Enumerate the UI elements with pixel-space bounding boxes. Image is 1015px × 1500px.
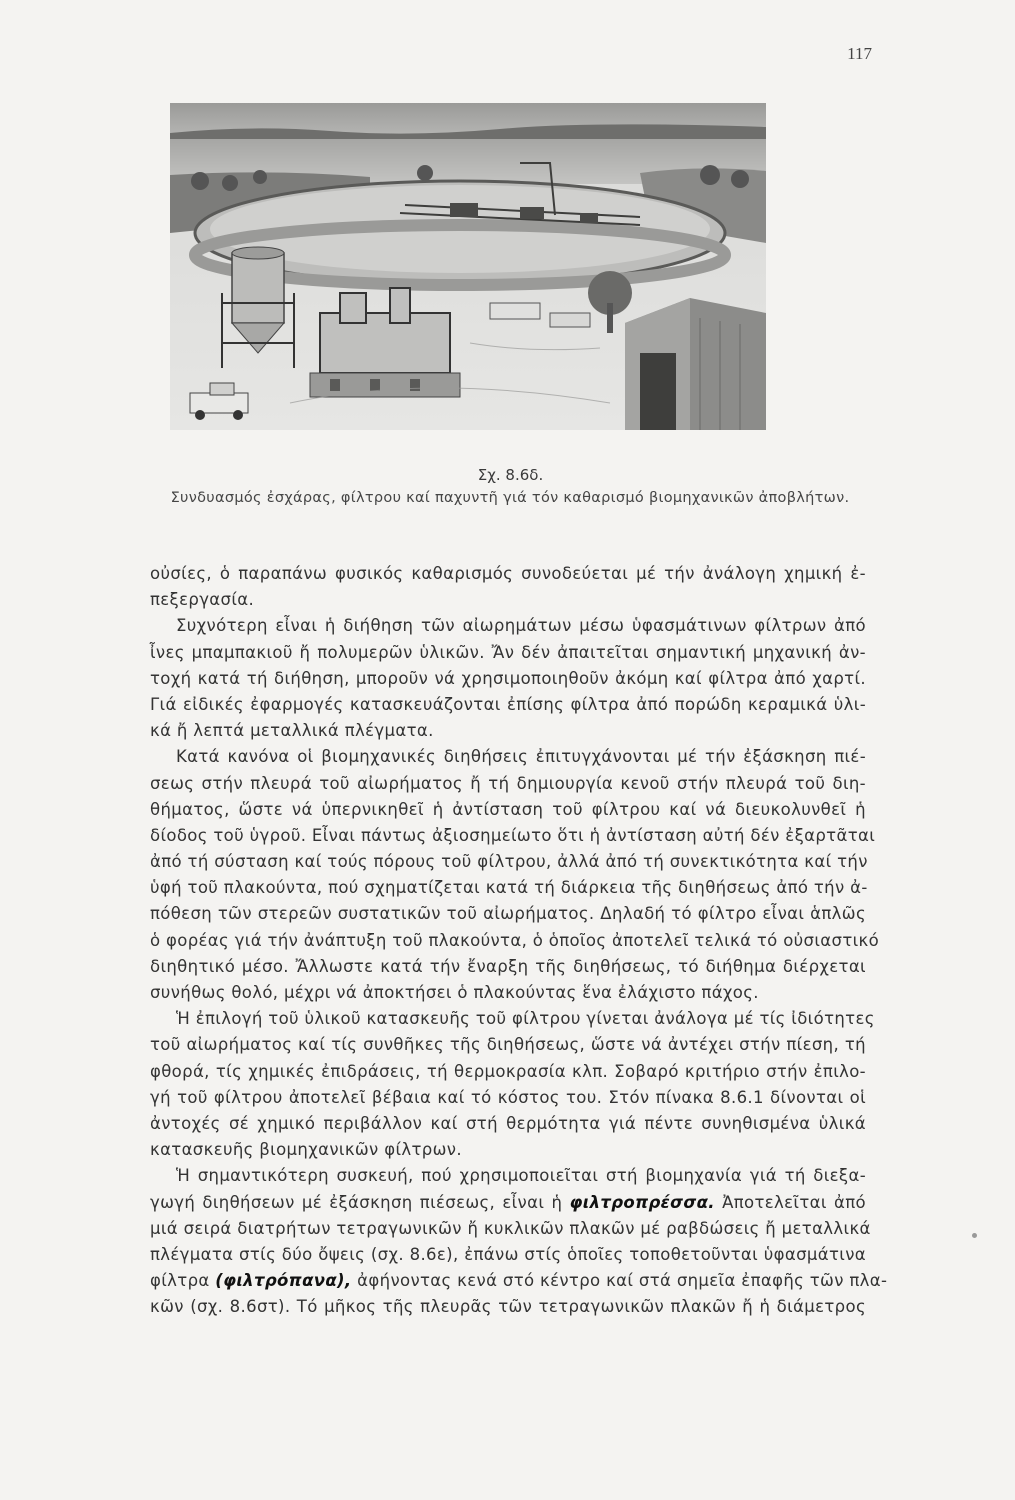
- text-segment: Ἀποτελεῖται ἀπό: [722, 1192, 866, 1212]
- wastewater-plant-photo: [170, 103, 766, 430]
- text-line-with-term: [150, 1190, 866, 1216]
- text-line: δίοδος τοῦ ὑγροῦ. Εἶναι πάντως ἀξιοσημείωτο ὅτι ἡ ἀντίσταση αὐτή δέν ἐξαρτᾶται: [150, 825, 876, 845]
- text-line: πεξεργασία.: [150, 590, 255, 610]
- body-text: [150, 561, 888, 1320]
- text-line: σεως στήν πλευρά τοῦ αἰωρήματος ἤ τή δημιουργία κενοῦ στήν πλευρά τοῦ διη-: [150, 773, 866, 793]
- figure-number: Σχ. 8.6δ.: [477, 466, 544, 484]
- text-line: κῶν (σχ. 8.6στ). Τό μῆκος τῆς πλευρᾶς τῶν τετραγωνικῶν πλακῶν ἤ ἡ διάμετρος: [150, 1297, 866, 1317]
- figure-photo: [170, 103, 766, 430]
- text-line: ὁ φορέας γιά τήν ἀνάπτυξη τοῦ πλακούντα, ὁ ὁποῖος ἀποτελεῖ τελικά τό οὐσιαστικό: [150, 930, 880, 950]
- page-number: 117: [847, 44, 872, 63]
- margin-dot: [972, 1233, 977, 1238]
- text-line-with-term: [150, 1268, 888, 1294]
- figure-caption: Συνδυασμός ἐσχάρας, φίλτρου καί παχυντῆ γιά τόν καθαρισμό βιομηχανικῶν ἀποβλήτων.: [170, 490, 850, 506]
- text-line: Γιά εἰδικές ἐφαρμογές κατασκευάζονται ἐπίσης φίλτρα ἀπό πορώδη κεραμικά ὑλι-: [150, 694, 866, 714]
- text-line: διηθητικό μέσο. Ἄλλωστε κατά τήν ἔναρξη τῆς διηθήσεως, τό διήθημα διέρχεται: [150, 956, 866, 976]
- text-line: Συχνότερη εἶναι ἡ διήθηση τῶν αἰωρημάτων μέσω ὑφασμάτινων φίλτρων ἀπό: [176, 616, 866, 636]
- text-line: ὑφή τοῦ πλακούντα, πού σχηματίζεται κατά τή διάρκεια τῆς διηθήσεως ἀπό τήν ἀ-: [150, 878, 868, 898]
- text-line: ἀντοχές σέ χημικό περιβάλλον καί στή θερμότητα γιά πέντε συνηθισμένα ὑλικά: [150, 1113, 866, 1133]
- term-filter-cloth: (φιλτρόπανα),: [215, 1271, 352, 1291]
- term-filter-press: φιλτροπρέσσα.: [569, 1192, 715, 1212]
- text-line: συνήθως θολό, μέχρι νά ἀποκτήσει ὁ πλακούντας ἕνα ἐλάχιστο πάχος.: [150, 983, 759, 1002]
- text-line: Ἡ σημαντικότερη συσκευή, πού χρησιμοποιεῖται στή βιομηχανία γιά τή διεξα-: [176, 1166, 866, 1186]
- text-line: τοχή κατά τή διήθηση, μποροῦν νά χρησιμοποιηθοῦν ἀκόμη καί φίλτρα ἀπό χαρτί.: [150, 668, 866, 688]
- text-line: φθορά, τίς χημικές ἐπιδράσεις, τή θερμοκρασία κλπ. Σοβαρό κριτήριο στήν ἐπιλο-: [150, 1061, 866, 1081]
- text-line: Κατά κανόνα οἱ βιομηχανικές διηθήσεις ἐπιτυγχάνονται μέ τήν ἐξάσκηση πιέ-: [176, 747, 866, 767]
- text-line: θήματος, ὥστε νά ὑπερνικηθεῖ ἡ ἀντίσταση τοῦ φίλτρου καί νά διευκολυνθεῖ ἡ: [150, 799, 866, 819]
- text-line: πλέγματα στίς δύο ὄψεις (σχ. 8.6ε), ἐπάνω στίς ὁποῖες τοποθετοῦνται ὑφασμάτινα: [150, 1244, 866, 1264]
- text-segment: φίλτρα: [150, 1271, 210, 1291]
- text-segment: ἀφήνοντας κενά στό κέντρο καί στά σημεῖα ἐπαφῆς τῶν πλα-: [357, 1271, 888, 1291]
- text-line: Ἡ ἐπιλογή τοῦ ὑλικοῦ κατασκευῆς τοῦ φίλτρου γίνεται ἀνάλογα μέ τίς ἰδιότητες: [176, 1009, 875, 1029]
- text-line: κά ἤ λεπτά μεταλλικά πλέγματα.: [150, 721, 434, 741]
- text-line: ἀπό τή σύσταση καί τούς πόρους τοῦ φίλτρου, ἀλλά ἀπό τή συνεκτικότητα καί τήν: [150, 852, 868, 872]
- text-line: τοῦ αἰωρήματος καί τίς συνθῆκες τῆς διηθήσεως, ὥστε νά ἀντέχει στήν πίεση, τή: [150, 1035, 866, 1055]
- text-line: πόθεση τῶν στερεῶν συστατικῶν τοῦ αἰωρήματος. Δηλαδή τό φίλτρο εἶναι ἁπλῶς: [150, 904, 866, 924]
- text-line: ἶνες μπαμπακιοῦ ἤ πολυμερῶν ὑλικῶν. Ἄν δέν ἀπαιτεῖται σημαντική μηχανική ἀν-: [150, 642, 866, 662]
- text-line: γή τοῦ φίλτρου ἀποτελεῖ βέβαια καί τό κόστος του. Στόν πίνακα 8.6.1 δίνονται οἱ: [150, 1087, 866, 1107]
- text-line: κατασκευῆς βιομηχανικῶν φίλτρων.: [150, 1140, 462, 1160]
- text-segment: γωγή διηθήσεων μέ ἐξάσκηση πιέσεως, εἶναι ἡ: [150, 1192, 563, 1212]
- text-line: οὐσίες, ὁ παραπάνω φυσικός καθαρισμός συνοδεύεται μέ τήν ἀνάλογη χημική ἐ-: [150, 564, 866, 583]
- text-line: μιά σειρά διατρήτων τετραγωνικῶν ἤ κυκλικῶν πλακῶν μέ ραβδώσεις ἤ μεταλλικά: [150, 1218, 871, 1238]
